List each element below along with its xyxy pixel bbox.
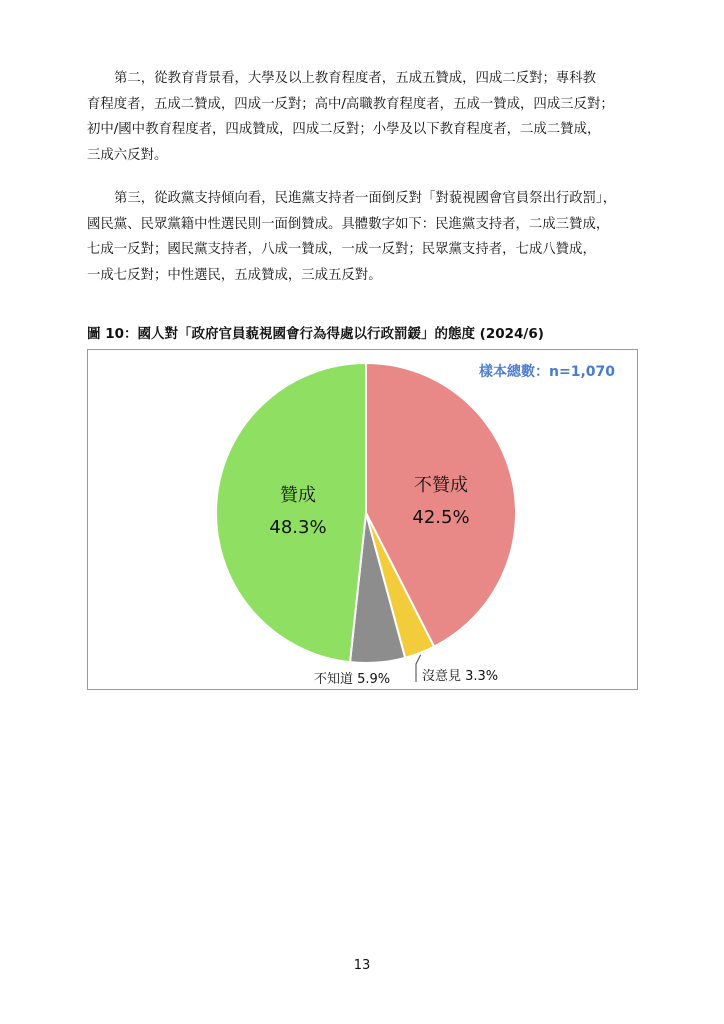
label-leaders: [416, 655, 421, 682]
pie-slice-agree: [216, 363, 366, 662]
slice-value-agree: 48.3%: [269, 517, 327, 538]
figure-caption: 圖 10：國人對「政府官員藐視國會行為得處以行政罰鍰」的態度 (2024/6): [87, 326, 544, 342]
slice-value-disagree: 42.5%: [412, 507, 470, 528]
text-line: 第三，從政黨支持傾向看，民進黨支持者一面倒反對「對藐視國會官員祭出行政罰」，: [114, 191, 617, 206]
pie-chart: [88, 350, 637, 689]
text-line: 三成六反對。: [87, 147, 168, 163]
paragraph-party: [87, 186, 639, 288]
leader-line-no-opinion: [416, 655, 421, 682]
text-line: 一成七反對；中性選民，五成贊成，三成五反對。: [87, 267, 382, 283]
sample-size-note: 樣本總數：n=1,070: [479, 364, 615, 380]
pie-chart-frame: [87, 349, 638, 690]
paragraph-education: [87, 66, 639, 168]
text-line: 國民黨、民眾黨籍中性選民則一面倒贊成。具體數字如下：民進黨支持者，二成三贊成，: [87, 216, 610, 232]
text-line: 育程度者，五成二贊成，四成一反對；高中/高職教育程度者，五成一贊成，四成三反對；: [87, 96, 614, 112]
slice-label-no-opinion: 沒意見 3.3%: [422, 669, 499, 684]
slice-label-agree: 贊成: [280, 485, 316, 506]
text-line: 第二，從教育背景看，大學及以上教育程度者，五成五贊成，四成二反對；專科教: [114, 71, 597, 86]
text-line: 七成一反對；國民黨支持者，八成一贊成，一成一反對；民眾黨支持者，七成八贊成，: [87, 242, 596, 258]
pie-slices: [216, 363, 516, 663]
slice-label-disagree: 不贊成: [414, 475, 468, 496]
page-number: 13: [353, 958, 371, 973]
slice-label-dont-know: 不知道 5.9%: [314, 672, 391, 687]
text-line: 初中/國中教育程度者，四成贊成，四成二反對；小學及以下教育程度者，二成二贊成，: [87, 122, 601, 138]
